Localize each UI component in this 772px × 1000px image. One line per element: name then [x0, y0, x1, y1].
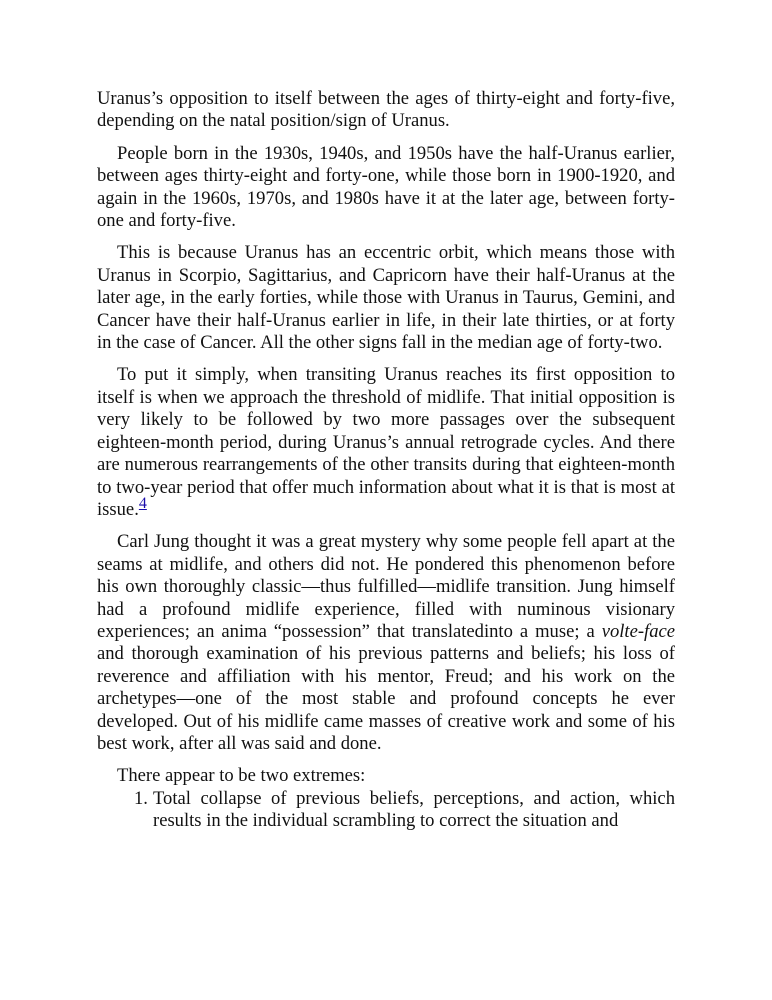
list-item	[97, 788, 675, 833]
paragraph-birth-decades: People born in the 1930s, 1940s, and 1950s have the half-Uranus earlier, between ages thirty-eight and forty-one, while those born in 1900-1920, and again in the 1960s, 1970s, and 1980s have it at the later age, between forty-one and forty-five.	[97, 142, 675, 232]
paragraph-carl-jung-text-b: and thorough examination of his previous patterns and beliefs; his loss of reverence and affiliation with his mentor, Freud; and his work on the archetypes—one of the most stable and profound concepts he ever developed. Out of his midlife came masses of creative work and some of his best work, after all was said and done.	[97, 643, 675, 754]
paragraph-eccentric-orbit: This is because Uranus has an eccentric orbit, which means those with Uranus in Scorpio, Sagittarius, and Capricorn have their half-Uranus at the later age, in the early forties, while those with Uranus in Taurus, Gemini, and Cancer have their half-Uranus earlier in life, in their late thirties, or at forty in the case of Cancer. All the other signs fall in the median age of forty-two.	[97, 242, 675, 354]
footnote-link-4[interactable]: 4	[138, 494, 147, 512]
document-page	[97, 88, 675, 833]
paragraph-transiting-uranus-text: To put it simply, when transiting Uranus reaches its first opposition to itself is when we approach the threshold of midlife. That initial opposition is very likely to be followed by two more passages over the subsequent eighteen-month period, during Uranus’s annual retrograde cycles. And there are numerous rearrangements of the other transits during that eighteen-month to two-year period that offer much information about what it is that is most at issue.	[97, 364, 675, 520]
paragraph-uranus-opposition: Uranus’s opposition to itself between the ages of thirty-eight and forty-five, depending on the natal position/sign of Uranus.	[97, 88, 675, 132]
extremes-list	[97, 788, 675, 833]
paragraph-two-extremes: There appear to be two extremes:	[117, 765, 366, 787]
list-item-number: 1.	[134, 787, 148, 809]
list-item-text: Total collapse of previous beliefs, perceptions, and action, which results in the individual scrambling to correct the situation and	[153, 787, 675, 832]
paragraph-transiting-uranus	[97, 364, 675, 521]
paragraph-carl-jung	[97, 531, 675, 755]
italic-volte-face: volte-face	[601, 620, 675, 642]
paragraph-carl-jung-text-a: Carl Jung thought it was a great mystery why some people fell apart at the seams at midlife, and others did not. He pondered this phenomenon before his own thoroughly classic—thus fulfilled—midlife transition. Jung himself had a profound midlife experience, filled with numinous visionary experiences; an anima “possession” that translatedinto a muse; a	[97, 531, 675, 642]
